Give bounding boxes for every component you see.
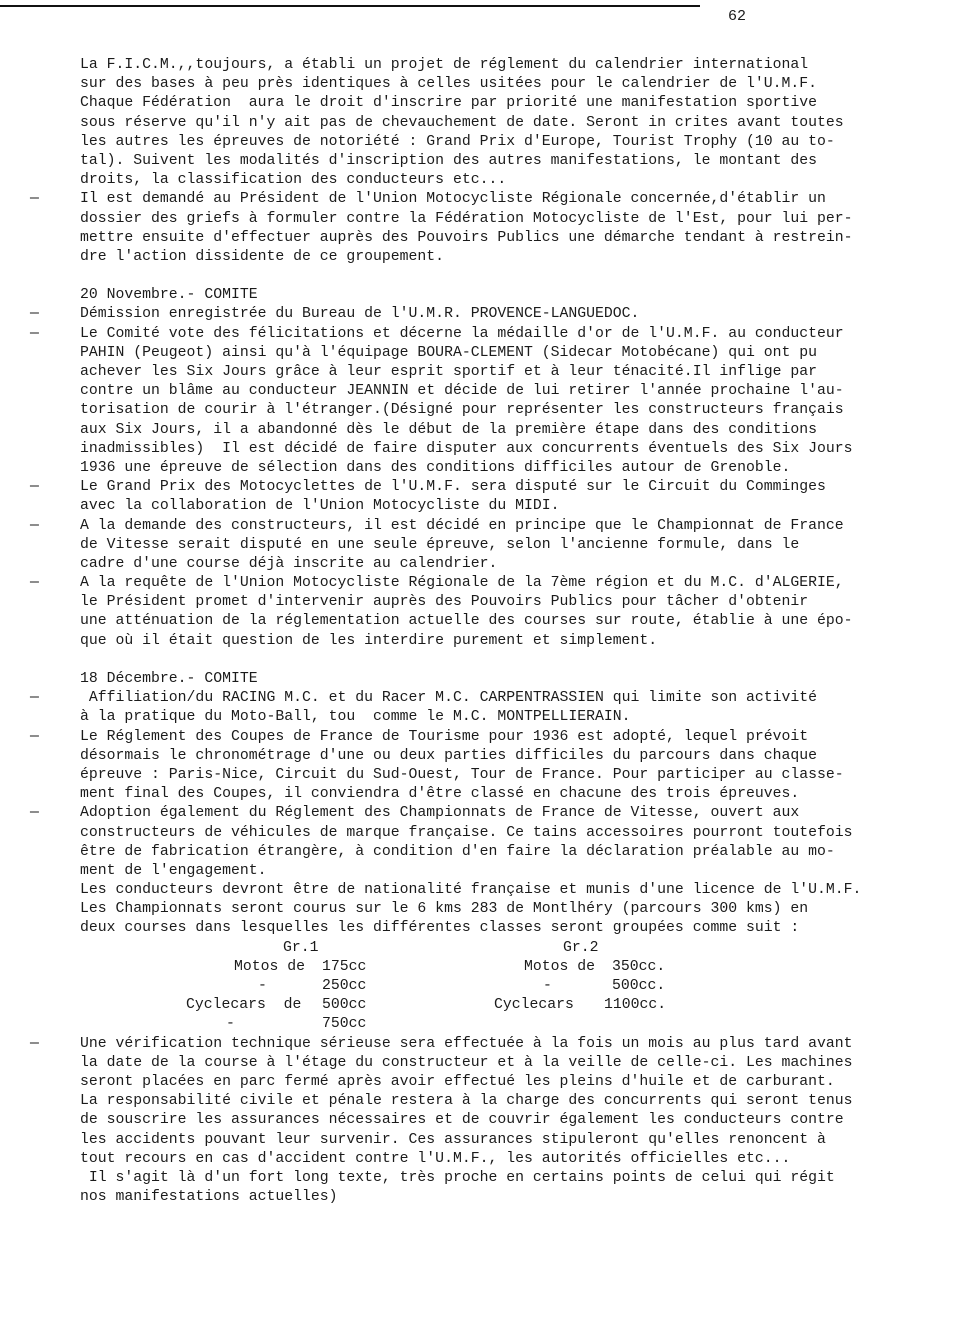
typewritten-page <box>0 56 962 1207</box>
line-text: La F.I.C.M.,,toujours, a établi un projet de réglement du calendrier international <box>80 57 809 73</box>
text-line <box>0 1035 962 1054</box>
line-text: le Président promet d'intervenir auprès des Pouvoirs Publics pour tâcher d'obtenir <box>80 594 809 611</box>
line-text: Il s'agit là d'un fort long texte, très proche en certains points de celui qui régit <box>80 1169 835 1186</box>
text-line <box>0 900 962 919</box>
bullet-paragraph <box>0 190 962 267</box>
text-section-final <box>0 1035 962 1208</box>
gr2-row-1-value: 350cc. <box>612 958 666 975</box>
bullet-paragraph <box>0 517 962 575</box>
text-line <box>0 401 962 420</box>
text-line <box>0 497 962 516</box>
line-text: A la demande des constructeurs, il est décidé en principe que le Championnat de France <box>80 517 844 534</box>
line-text: tal). Suivent les modalités d'inscription des autres manifestations, le montant des <box>80 152 818 169</box>
text-line <box>0 171 962 190</box>
bullet-paragraph <box>0 325 962 479</box>
line-text: Une vérification technique sérieuse sera effectuée à la fois un mois au plus tard avant <box>80 1035 853 1052</box>
dash-bullet-icon: — <box>30 1035 39 1052</box>
dash-bullet-icon: — <box>30 805 39 822</box>
gr1-row-2-prefix: - <box>258 977 267 994</box>
paragraph <box>0 670 962 689</box>
line-text: 1936 une épreuve de sélection dans des conditions difficiles autour de Grenoble. <box>80 459 791 476</box>
text-line <box>0 574 962 593</box>
text-line <box>0 440 962 459</box>
dash-bullet-icon: — <box>30 575 39 592</box>
gr1-row-2-value: 250cc <box>322 977 367 994</box>
text-line <box>0 1092 962 1111</box>
line-text: nos manifestations actuelles) <box>80 1189 338 1206</box>
text-line <box>0 517 962 536</box>
text-line <box>0 114 962 133</box>
gr1-row-3-value: 500cc <box>322 996 367 1013</box>
class-groups-table <box>0 939 962 1035</box>
line-text: avec la collaboration de l'Union Motocycliste du MIDI. <box>80 498 560 515</box>
text-line <box>0 785 962 804</box>
line-text: à la pratique du Moto-Ball, tou comme le M.C. MONTPELLIERAIN. <box>80 709 631 726</box>
line-text: Il est demandé au Président de l'Union Motocycliste Régionale concernée,d'établir un <box>80 191 826 208</box>
gr2-label: Gr.2 <box>563 939 599 956</box>
line-text: inadmissibles) Il est décidé de faire disputer aux concurrents éventuels des Six Jours <box>80 440 853 457</box>
gr2-row-1-prefix: Motos de <box>524 958 596 975</box>
line-text: 20 Novembre.- COMITE <box>80 287 258 304</box>
text-line <box>0 593 962 612</box>
line-text: la date de la course à l'étage du constructeur et à la veille de celle-ci. Les machines <box>80 1054 853 1071</box>
gr2-row-2-value: 500cc. <box>612 977 666 994</box>
bullet-paragraph <box>0 728 962 805</box>
line-text: les accidents pouvant leur survenir. Ces assurances stipuleront qu'elles renoncent à <box>80 1131 826 1148</box>
gr1-row-1-value: 175cc <box>322 958 367 975</box>
text-line <box>0 248 962 267</box>
line-text: cadre d'une course déjà inscrite au calendrier. <box>80 555 498 572</box>
line-text: A la requête de l'Union Motocycliste Régionale de la 7ème région et du M.C. d'ALGERIE, <box>80 575 844 592</box>
line-text: droits, la classification des conducteurs etc... <box>80 172 507 189</box>
gr2-row-3-prefix: Cyclecars <box>494 996 574 1013</box>
paragraph <box>0 286 962 305</box>
text-line <box>0 152 962 171</box>
line-text: que où il était question de les interdire purement et simplement. <box>80 632 658 649</box>
gr1-row-4-value: 750cc <box>322 1015 367 1032</box>
dash-bullet-icon: — <box>30 306 39 323</box>
text-line <box>0 1054 962 1073</box>
text-line <box>0 881 962 900</box>
text-line <box>0 747 962 766</box>
line-text: Adoption également du Réglement des Championnats de France de Vitesse, ouvert aux <box>80 805 800 822</box>
gr2-row-2-prefix: - <box>543 977 552 994</box>
text-line <box>0 363 962 382</box>
line-text: Démission enregistrée du Bureau de l'U.M.R. PROVENCE-LANGUEDOC. <box>80 306 640 323</box>
gr2-row-3-value: 1100cc. <box>604 996 667 1013</box>
gr1-row-3-prefix: Cyclecars de <box>186 996 302 1013</box>
text-line <box>0 708 962 727</box>
text-line <box>0 862 962 881</box>
gr1-row-4-prefix: - <box>226 1015 235 1032</box>
line-text: dossier des griefs à formuler contre la Fédération Motocycliste de l'Est, pour lui per- <box>80 210 853 227</box>
line-text: de souscrire les assurances nécessaires et de couvrir également les conducteurs contre <box>80 1112 844 1129</box>
line-text: 18 Décembre.- COMITE <box>80 671 258 687</box>
line-text: aux Six Jours, il a abandonné dès le début de la première étape dans des conditions <box>80 421 818 438</box>
line-text: une atténuation de la réglementation actuelle des courses sur route, établie à une épo- <box>80 613 853 630</box>
text-line <box>0 305 962 324</box>
line-text: contre un blâme au conducteur JEANNIN et décide de lui retirer l'année prochaine l'au- <box>80 383 844 400</box>
line-text: deux courses dans lesquelles les différentes classes seront groupées comme suit : <box>80 920 800 937</box>
text-line <box>0 286 962 305</box>
line-text: épreuve : Paris-Nice, Circuit du Sud-Ouest, Tour de France. Pour participer au classe- <box>80 766 844 783</box>
text-line <box>0 478 962 497</box>
line-text: torisation de courir à l'étranger.(Désigné pour représenter les constructeurs français <box>80 402 844 419</box>
dash-bullet-icon: — <box>30 690 39 707</box>
line-text: de Vitesse serait disputé en une seule épreuve, selon l'ancienne formule, dans le <box>80 536 800 553</box>
text-line <box>0 612 962 631</box>
dash-bullet-icon: — <box>30 191 39 208</box>
text-line <box>0 804 962 823</box>
text-line <box>0 728 962 747</box>
line-text: être de fabrication étrangère, à condition d'en faire la déclaration préalable au mo- <box>80 843 835 860</box>
line-text: ment final des Coupes, il conviendra d'être classé en chacune des trois épreuves. <box>80 786 800 803</box>
bullet-paragraph <box>0 804 962 938</box>
gr1-row-1-prefix: Motos de <box>234 958 306 975</box>
paragraph <box>0 56 962 190</box>
text-line <box>0 133 962 152</box>
text-line <box>0 632 962 651</box>
line-text: Affiliation/du RACING M.C. et du Racer M.C. CARPENTRASSIEN qui limite son activité <box>80 690 818 707</box>
text-line <box>0 1131 962 1150</box>
dash-bullet-icon: — <box>30 479 39 496</box>
bullet-paragraph <box>0 1035 962 1208</box>
bullet-paragraph <box>0 478 962 516</box>
text-line <box>0 1111 962 1130</box>
line-text: seront placées en parc fermé après avoir effectué les pleins d'huile et de carburant. <box>80 1074 835 1090</box>
line-text: sur des bases à peu près identiques à celles usitées pour le calendrier de l'U.M.F. <box>80 76 818 93</box>
text-section-main <box>0 56 962 939</box>
text-line <box>0 1073 962 1092</box>
line-text: PAHIN (Peugeot) ainsi qu'à l'équipage BOURA-CLEMENT (Sidecar Motobécane) qui ont pu <box>80 344 818 361</box>
line-text: sous réserve qu'il n'y ait pas de chevauchement de date. Seront in crites avant toutes <box>80 114 844 131</box>
text-line <box>0 1150 962 1169</box>
text-line <box>0 670 962 689</box>
text-line <box>0 75 962 94</box>
line-text: désormais le chronométrage d'une ou deux parties difficiles du parcours dans chaque <box>80 747 818 764</box>
bullet-paragraph <box>0 305 962 324</box>
text-line <box>0 766 962 785</box>
top-rule <box>0 5 700 7</box>
text-line <box>0 824 962 843</box>
text-line <box>0 555 962 574</box>
line-text: constructeurs de véhicules de marque française. Ce tains accessoires pourront toutefois <box>80 824 853 841</box>
dash-bullet-icon: — <box>30 728 39 745</box>
bullet-paragraph <box>0 574 962 651</box>
line-text: Le Comité vote des félicitations et décerne la médaille d'or de l'U.M.F. au conducteur <box>80 325 844 342</box>
text-line <box>0 325 962 344</box>
line-text: mettre ensuite d'effectuer auprès des Pouvoirs Publics une démarche tendant à restrein- <box>80 229 853 246</box>
text-line <box>0 1169 962 1188</box>
line-text: La responsabilité civile et pénale restera à la charge des concurrents qui seront tenus <box>80 1093 853 1110</box>
line-text: achever les Six Jours grâce à leur esprit sportif et à leur ténacité.Il inflige par <box>80 364 818 380</box>
gr1-label: Gr.1 <box>283 939 319 956</box>
text-line <box>0 56 962 75</box>
text-line <box>0 210 962 229</box>
text-line <box>0 1188 962 1207</box>
line-text: Les conducteurs devront être de nationalité française et munis d'une licence de l'U.M.F. <box>80 882 862 899</box>
line-text: Chaque Fédération aura le droit d'inscrire par priorité une manifestation sportive <box>80 95 818 112</box>
line-text: les autres les épreuves de notoriété : Grand Prix d'Europe, Tourist Trophy (10 au to- <box>80 133 835 150</box>
text-line <box>0 843 962 862</box>
text-line <box>0 689 962 708</box>
dash-bullet-icon: — <box>30 325 39 342</box>
text-line <box>0 421 962 440</box>
text-line <box>0 190 962 209</box>
line-text: Le Grand Prix des Motocyclettes de l'U.M.F. sera disputé sur le Circuit du Comminges <box>80 479 826 496</box>
text-line <box>0 536 962 555</box>
dash-bullet-icon: — <box>30 517 39 534</box>
text-line <box>0 344 962 363</box>
line-text: dre l'action dissidente de ce groupement. <box>80 248 445 265</box>
text-line <box>0 382 962 401</box>
text-line <box>0 459 962 478</box>
text-line <box>0 94 962 113</box>
line-text: Les Championnats seront courus sur le 6 kms 283 de Montlhéry (parcours 300 kms) en <box>80 901 809 918</box>
page-number: 62 <box>728 8 747 25</box>
paragraph-gap <box>0 267 962 286</box>
paragraph-gap <box>0 651 962 670</box>
line-text: Le Réglement des Coupes de France de Tourisme pour 1936 est adopté, lequel prévoit <box>80 728 809 745</box>
line-text: ment de l'engagement. <box>80 862 267 879</box>
text-line <box>0 229 962 248</box>
line-text: tout recours en cas d'accident contre l'U.M.F., les autorités officielles etc... <box>80 1150 791 1167</box>
bullet-paragraph <box>0 689 962 727</box>
text-line <box>0 919 962 938</box>
